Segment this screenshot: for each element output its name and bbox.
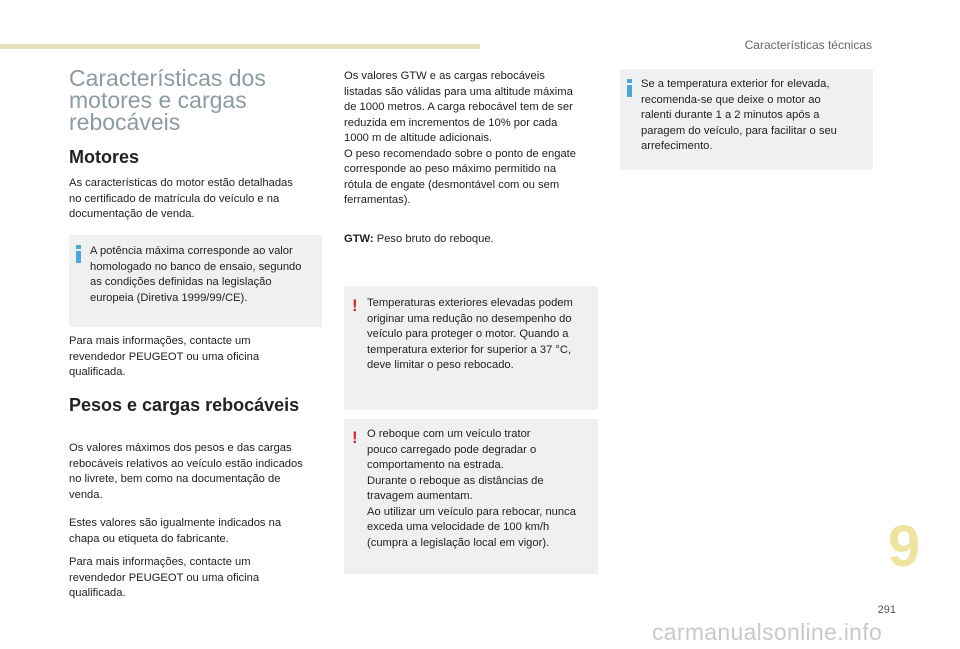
text-line: ferramentas). [344, 194, 411, 206]
text-line: Estes valores são igualmente indicados na [69, 517, 282, 529]
warning-box-text [367, 427, 597, 551]
text-line: as condições definidas na legislação [90, 276, 272, 288]
text-line: Se a temperatura exterior for elevada, [641, 78, 830, 90]
text-line: Para mais informações, contacte um [69, 556, 251, 568]
section-header-title: Características técnicas [744, 38, 872, 52]
text-line: Temperaturas exteriores elevadas podem [367, 297, 573, 309]
watermark: carmanualsonline.info [652, 619, 883, 645]
text-line: rótula de engate (desmontável com ou sem [344, 178, 560, 191]
motores-paragraph [69, 176, 324, 223]
text-line: veículo para proteger o motor. Quando a [367, 328, 569, 340]
text-line: ralenti durante 1 a 2 minutos após a [641, 109, 820, 121]
text-line: comportamento na estrada. [367, 459, 504, 471]
gtw-label: GTW: [344, 233, 374, 245]
text-line: qualificada. [69, 587, 126, 599]
text-line: O peso recomendado sobre o ponto de engate [344, 147, 576, 160]
page-title-line: Características dos [69, 65, 266, 91]
pesos-heading: Pesos e cargas rebocáveis [69, 395, 300, 415]
gtw-definition [344, 232, 600, 248]
text-line: As características do motor estão detalhadas [69, 177, 293, 189]
page-number: 291 [877, 604, 896, 616]
text-line: rebocáveis relativos ao veículo estão indicados [69, 457, 303, 470]
motores-heading: Motores [69, 147, 140, 167]
text-line: revendedor PEUGEOT ou uma oficina [69, 571, 260, 584]
text-line: venda. [69, 488, 103, 501]
text-line: exceda uma velocidade de 100 km/h [367, 521, 550, 533]
warning-icon: ! [352, 428, 358, 447]
text-line: de 1000 metros. A carga rebocável tem de ser [344, 101, 573, 113]
page-title [69, 67, 319, 133]
pesos-paragraph-1 [69, 441, 329, 503]
text-line: listadas são válidas para uma altitude máxima [344, 85, 573, 98]
text-line: Os valores GTW e as cargas rebocáveis [344, 70, 545, 82]
text-line: corresponde ao peso máximo permitido na [344, 163, 557, 175]
text-line: no certificado de matrícula do veículo e na [69, 192, 280, 205]
gtw-paragraph [344, 69, 600, 209]
info-icon [627, 79, 632, 97]
pesos-paragraph-2 [69, 516, 329, 547]
page-title-line: motores e cargas [69, 87, 247, 113]
text-line: Ao utilizar um veículo para rebocar, nunca [367, 505, 576, 518]
info-box-text [641, 77, 871, 155]
text-line: arrefecimento. [641, 140, 713, 152]
header-accent-bar [0, 44, 480, 49]
text-line: revendedor PEUGEOT ou uma oficina [69, 350, 260, 363]
warning-icon: ! [352, 296, 358, 315]
text-line: chapa ou etiqueta do fabricante. [69, 532, 229, 545]
right-info-box [620, 69, 873, 170]
text-line: Os valores máximos dos pesos e das cargas [69, 442, 292, 454]
text-line: A potência máxima corresponde ao valor [90, 245, 293, 257]
text-line: paragem do veículo, para facilitar o seu [641, 124, 837, 137]
text-line: recomenda-se que deixe o motor ao [641, 93, 821, 106]
text-line: no livrete, bem como na documentação de [69, 473, 281, 485]
text-line: reduzida em incrementos de 10% por cada [344, 116, 558, 129]
pesos-contact-paragraph [69, 555, 329, 602]
text-line: documentação de venda. [69, 208, 195, 220]
text-line: O reboque com um veículo trator [367, 428, 531, 440]
chapter-number: 9 [888, 514, 921, 579]
text-line: (cumpra a legislação local em vigor). [367, 536, 550, 549]
text-line: homologado no banco de ensaio, segundo [90, 260, 302, 273]
text-line: originar uma redução no desempenho do [367, 312, 572, 325]
text-line: europeia (Diretiva 1999/99/CE). [90, 291, 248, 304]
gtw-definition-text: Peso bruto do reboque. [373, 233, 494, 245]
info-box-text [90, 244, 320, 306]
warning-box-towing [344, 419, 598, 574]
text-line: 1000 m de altitude adicionais. [344, 132, 493, 144]
text-line: pouco carregado pode degradar o [367, 443, 537, 456]
text-line: travagem aumentam. [367, 490, 473, 502]
info-icon [76, 245, 81, 263]
text-line: Durante o reboque as distâncias de [367, 474, 544, 487]
motores-info-box [69, 235, 322, 327]
text-line: Para mais informações, contacte um [69, 335, 251, 347]
page-title-line: rebocáveis [69, 109, 181, 135]
text-line: temperatura exterior for superior a 37 °C, [367, 343, 572, 356]
motores-contact-paragraph [69, 334, 324, 381]
warning-box-temperature [344, 286, 598, 410]
text-line: deve limitar o peso rebocado. [367, 359, 514, 371]
warning-box-text [367, 296, 597, 374]
text-line: qualificada. [69, 366, 126, 378]
